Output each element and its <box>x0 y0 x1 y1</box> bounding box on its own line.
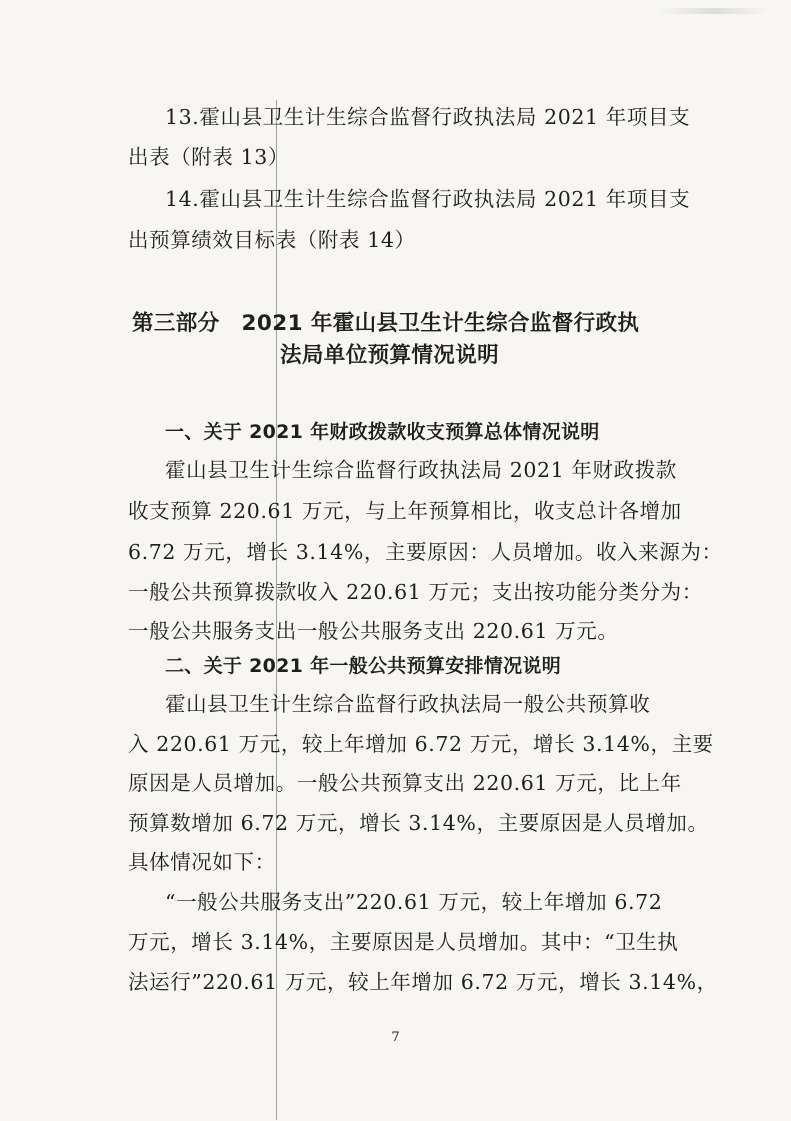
attachment-item-14-line-2: 出预算绩效目标表（附表 14） <box>128 228 416 252</box>
section-1-heading: 一、关于 2021 年财政拨款收支预算总体情况说明 <box>165 421 600 443</box>
part-title-line-2: 法局单位预算情况说明 <box>280 343 500 368</box>
corner-scan-mark <box>659 8 769 14</box>
section-2-detail-line-3: 法运行”220.61 万元，较上年增加 6.72 万元，增长 3.14%， <box>128 970 718 994</box>
section-2-detail-line-1: “一般公共服务支出”220.61 万元，较上年增加 6.72 <box>165 890 663 914</box>
page-number: 7 <box>391 1030 400 1045</box>
section-1-line-4: 一般公共预算拨款收入 220.61 万元；支出按功能分类分为： <box>128 580 703 604</box>
section-1-line-1: 霍山县卫生计生综合监督行政执法局 2021 年财政拨款 <box>165 458 677 482</box>
attachment-item-13-line-1: 13.霍山县卫生计生综合监督行政执法局 2021 年项目支 <box>165 105 691 129</box>
section-2-detail-line-2: 万元，增长 3.14%，主要原因是人员增加。其中：“卫生执 <box>128 930 679 954</box>
section-2-line-1: 霍山县卫生计生综合监督行政执法局一般公共预算收 <box>165 692 651 716</box>
attachment-item-13-line-2: 出表（附表 13） <box>128 145 290 169</box>
section-2-line-2: 入 220.61 万元，较上年增加 6.72 万元，增长 3.14%，主要 <box>128 732 714 756</box>
section-2-line-3: 原因是人员增加。一般公共预算支出 220.61 万元，比上年 <box>128 771 682 795</box>
section-1-line-5: 一般公共服务支出一般公共服务支出 220.61 万元。 <box>128 619 619 643</box>
section-2-line-5: 具体情况如下： <box>128 850 276 874</box>
attachment-item-14-line-1: 14.霍山县卫生计生综合监督行政执法局 2021 年项目支 <box>165 187 691 211</box>
section-1-line-2: 收支预算 220.61 万元，与上年预算相比，收支总计各增加 <box>128 499 682 523</box>
section-2-heading: 二、关于 2021 年一般公共预算安排情况说明 <box>165 655 562 677</box>
part-title-line-1: 第三部分 2021 年霍山县卫生计生综合监督行政执 <box>132 311 640 336</box>
section-1-line-3: 6.72 万元，增长 3.14%，主要原因：人员增加。收入来源为： <box>128 540 723 564</box>
section-2-line-4: 预算数增加 6.72 万元，增长 3.14%，主要原因是人员增加。 <box>128 811 709 835</box>
